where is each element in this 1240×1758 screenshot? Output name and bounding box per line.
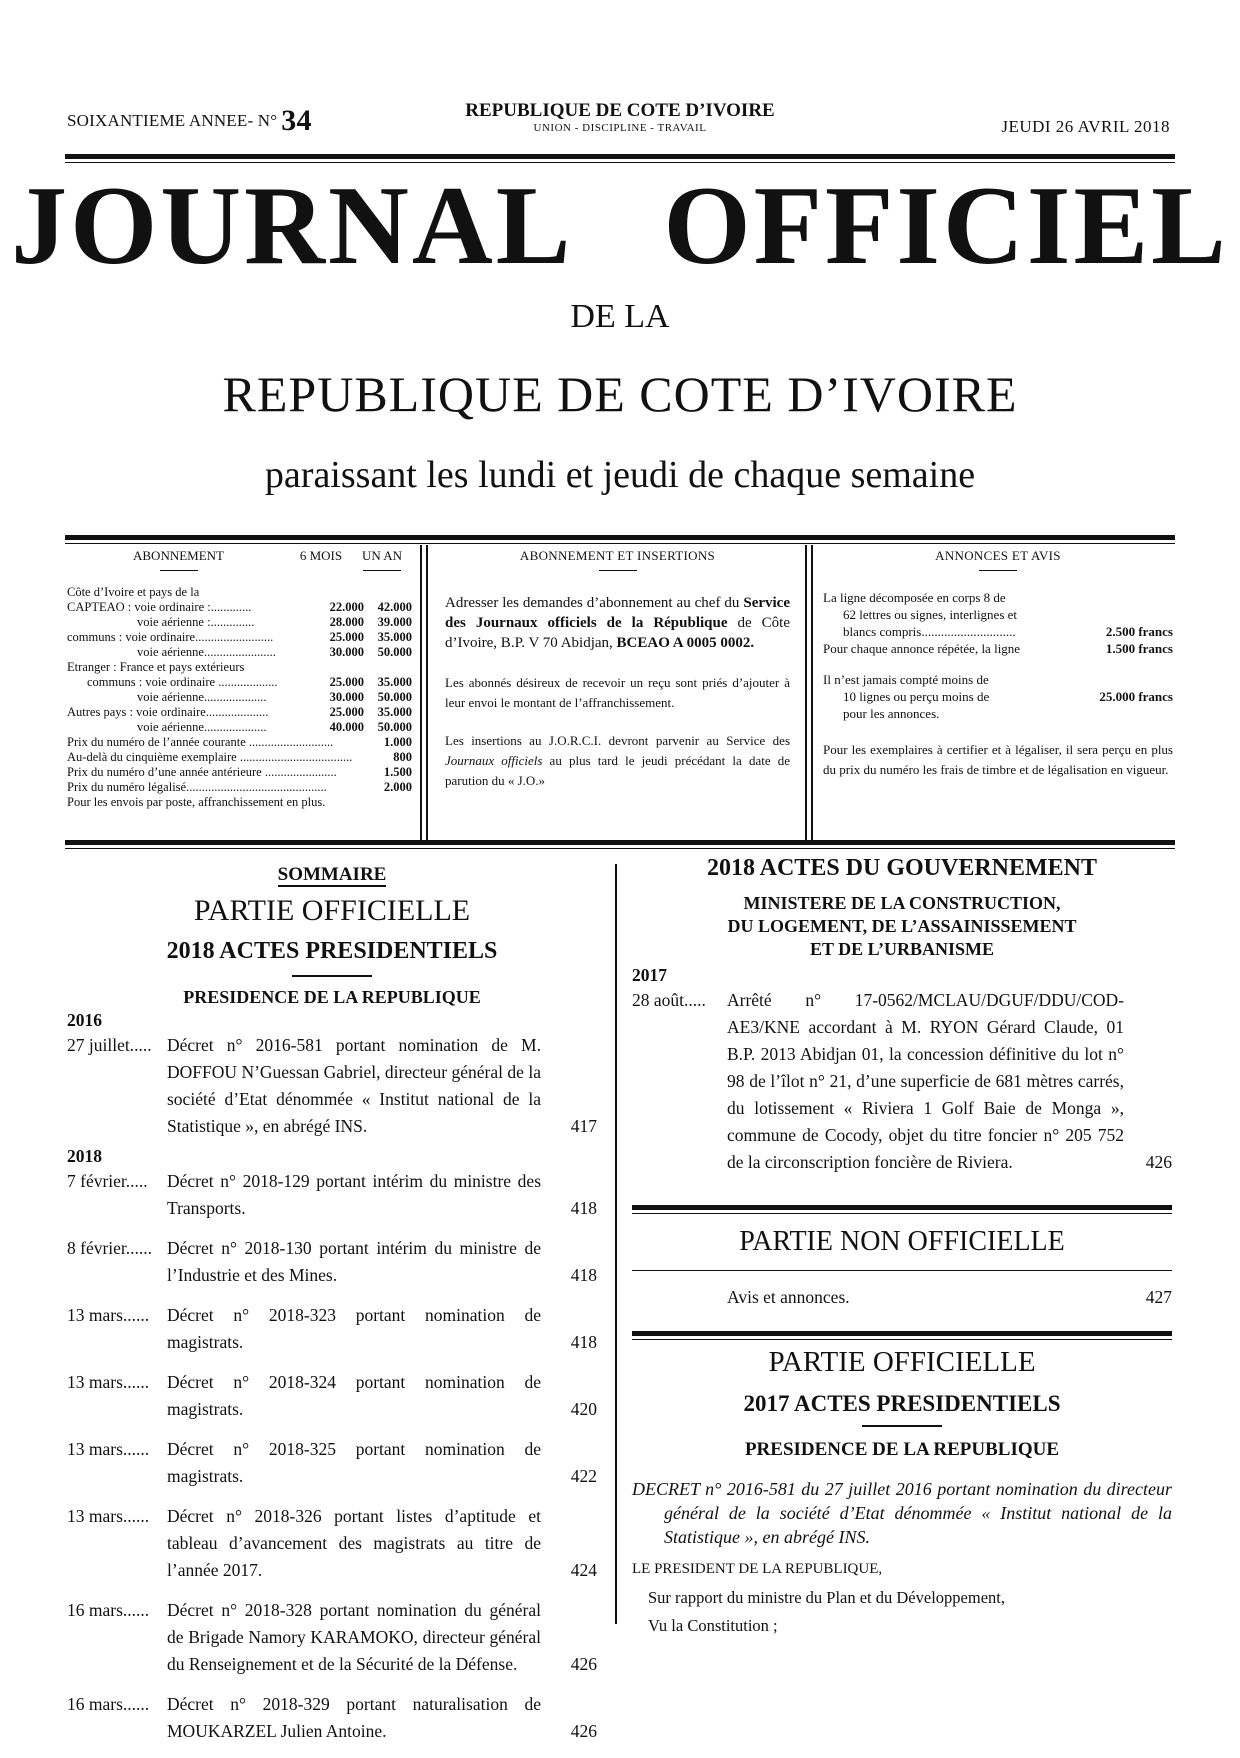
insertions-deadline <box>445 731 790 791</box>
insertions-receipt-note: Les abonnés désireux de recevoir un reçu sont priés d’ajouter à leur envoi le montant de l’affranchissement. <box>445 675 790 710</box>
non-officielle-title: PARTIE NON OFFICIELLE <box>739 1226 1065 1257</box>
sommaire-year-2018: 2018 <box>67 1146 102 1166</box>
rate-row <box>67 600 412 615</box>
annonces-title-rule <box>979 570 1017 571</box>
officielle2-actes-rule <box>862 1425 942 1427</box>
rapport-line: Sur rapport du ministre du Plan et du Développement, <box>648 1588 1005 1607</box>
box-separator-2b <box>811 545 813 840</box>
price-value: 800 <box>393 750 412 764</box>
issue-number: 34 <box>281 104 312 137</box>
rate-row <box>67 675 412 690</box>
ministere-block <box>632 892 1172 961</box>
rate-row <box>67 615 412 630</box>
abonnement-title-rule <box>160 570 198 571</box>
col-un-an-rule <box>363 570 401 571</box>
header-country-block <box>420 100 820 134</box>
rate-label: voie aérienne....................... <box>137 645 276 659</box>
rate-un-an: 35.000 <box>377 705 412 719</box>
box-separator-2 <box>805 545 807 840</box>
officielle2-partie: PARTIE OFFICIELLE <box>768 1346 1036 1378</box>
price-label: Au-delà du cinquième exemplaire .................................... <box>67 750 353 764</box>
rate-label: communs : voie ordinaire ................... <box>87 675 278 689</box>
non-officielle-rule-top-thin <box>632 1213 1172 1214</box>
officielle2-rule-top <box>632 1331 1172 1336</box>
price-row <box>67 750 412 765</box>
entry-text: Décret n° 2018-129 portant intérim du ministre des Transports. <box>167 1171 541 1218</box>
entry-text: Décret n° 2016-581 portant nomination de M. DOFFOU N’Guessan Gabriel, directeur général de la société d’Etat dénommée « Institut national de la Statistique », en abrégé INS. <box>167 1035 541 1136</box>
entry-page: 422 <box>570 1466 597 1486</box>
issue-line <box>67 104 312 138</box>
entry-date: 16 mars...... <box>67 1600 150 1620</box>
entry-page: 426 <box>570 1654 597 1674</box>
annonces-line-5: Il n’est jamais compté moins de <box>823 672 989 687</box>
president-line: LE PRESIDENT DE LA REPUBLIQUE, <box>632 1561 883 1577</box>
sommaire-entry <box>67 1436 597 1490</box>
sommaire-entry <box>67 1503 597 1584</box>
insertions-address-d: BCEAO A 0005 0002. <box>616 635 755 651</box>
masthead-rule-top-thin <box>65 162 1175 163</box>
sommaire-year-2016: 2016 <box>67 1010 102 1030</box>
masthead-word-journal: JOURNAL <box>11 164 574 288</box>
column-divider <box>615 864 617 1624</box>
sommaire-title <box>67 864 597 886</box>
masthead-title <box>0 164 1240 288</box>
abonnement-prices <box>67 735 412 795</box>
ministere-line-1: MINISTERE DE LA CONSTRUCTION, <box>743 893 1061 913</box>
boxes-rule-bottom <box>65 840 1175 845</box>
rate-6-mois: 30.000 <box>329 645 364 659</box>
insertions-deadline-c: au plus tard le jeudi précédant la date de parution du « J.O.» <box>445 753 790 788</box>
abonnement-note: Pour les envois par poste, affranchissement en plus. <box>67 795 326 809</box>
rate-un-an: 35.000 <box>377 675 412 689</box>
sommaire-entry <box>67 1168 597 1222</box>
non-officielle-rule-top <box>632 1205 1172 1210</box>
header-motto: UNION - DISCIPLINE - TRAVAIL <box>533 122 707 134</box>
entry-page: 420 <box>570 1399 597 1419</box>
annonces-title: ANNONCES ET AVIS <box>935 548 1061 563</box>
sommaire-entry <box>67 1235 597 1289</box>
sommaire-title-text: SOMMAIRE <box>277 864 387 885</box>
entry-date: 13 mars...... <box>67 1439 150 1459</box>
sommaire-entry <box>67 1691 597 1745</box>
rate-un-an: 35.000 <box>377 630 412 644</box>
gouvernement-year: 2017 <box>632 965 667 985</box>
boxes-rule-bottom-thin <box>65 848 1175 849</box>
sommaire-entry <box>67 1032 597 1140</box>
rate-6-mois: 40.000 <box>329 720 364 734</box>
rate-label: Etranger : France et pays extérieurs <box>67 660 245 674</box>
insertions-deadline-b: Journaux officiels <box>445 753 543 768</box>
rate-row <box>67 645 412 660</box>
entry-page: 424 <box>570 1560 597 1580</box>
box-separator-1 <box>420 545 422 840</box>
price-value: 2.000 <box>383 780 412 794</box>
insertions-address-a: Adresser les demandes d’abonnement au chef du <box>445 595 740 611</box>
insertions-title: ABONNEMENT ET INSERTIONS <box>519 548 716 563</box>
entry-page: 418 <box>570 1198 597 1218</box>
entry-date: 16 mars...... <box>67 1694 150 1714</box>
right-column <box>632 855 1172 1176</box>
sommaire-entry <box>67 1597 597 1678</box>
rate-un-an: 39.000 <box>377 615 412 629</box>
issue-date: JEUDI 26 AVRIL 2018 <box>1001 117 1170 136</box>
annonces-price-repetee: 1.500 francs <box>1105 641 1173 656</box>
entry-date: 27 juillet..... <box>67 1035 152 1055</box>
annonces-line-1: La ligne décomposée en corps 8 de <box>823 590 1006 605</box>
rate-row <box>67 690 412 705</box>
rate-un-an <box>364 660 412 675</box>
abonnement-title: ABONNEMENT <box>133 548 224 563</box>
officielle2-section <box>632 1346 1172 1636</box>
annonces-line-2: 62 lettres ou signes, interlignes et <box>843 607 1018 622</box>
annonces-line-7: pour les annonces. <box>843 706 940 721</box>
sommaire-presidence: PRESIDENCE DE LA REPUBLIQUE <box>183 987 481 1007</box>
boxes-rule-top <box>65 535 1175 540</box>
decret-title: DECRET n° 2016-581 du 27 juillet 2016 portant nomination du directeur général de la société d’Etat dénommée « Institut national de la Statistique », en abrégé INS. <box>632 1479 1172 1547</box>
annonces-box <box>823 548 1173 830</box>
annonces-line-6: 10 lignes ou perçu moins de <box>843 689 990 704</box>
rate-6-mois: 25.000 <box>329 630 364 644</box>
officielle2-rule-top-thin <box>632 1339 1172 1340</box>
entry-date: 13 mars...... <box>67 1372 150 1392</box>
entry-text: Décret n° 2018-130 portant intérim du ministre de l’Industrie et des Mines. <box>167 1238 541 1285</box>
entry-date: 13 mars...... <box>67 1305 150 1325</box>
rate-row <box>67 630 412 645</box>
insertions-box <box>445 548 790 830</box>
rate-un-an: 42.000 <box>377 600 412 614</box>
box-separator-1b <box>426 545 428 840</box>
entry-page: 426 <box>570 1721 597 1741</box>
price-value: 1.500 <box>383 765 412 779</box>
insertions-address <box>445 593 790 653</box>
entry-text: Décret n° 2018-325 portant nomination de magistrats. <box>167 1439 541 1486</box>
masthead-republic: REPUBLIQUE DE COTE D’IVOIRE <box>222 366 1018 422</box>
annonces-legalisation: Pour les exemplaires à certifier et à légaliser, il sera perçu en plus du prix du numéro les frais de timbre et de légalisation en vigueur. <box>823 742 1173 777</box>
entry-page: 417 <box>570 1116 597 1136</box>
officielle2-presidence: PRESIDENCE DE LA REPUBLIQUE <box>744 1439 1060 1460</box>
ministere-line-3: ET DE L’URBANISME <box>809 939 995 959</box>
rate-un-an: 50.000 <box>377 690 412 704</box>
officielle2-actes: 2017 ACTES PRESIDENTIELS <box>743 1391 1061 1416</box>
sommaire-entry <box>67 1302 597 1356</box>
rate-label: voie aérienne.................... <box>137 720 267 734</box>
annonces-rates <box>823 589 1173 780</box>
entry-page: 418 <box>570 1332 597 1352</box>
sommaire-partie: PARTIE OFFICIELLE <box>193 894 471 927</box>
masthead-de-la: DE LA <box>570 298 670 335</box>
price-row <box>67 735 412 750</box>
sommaire-entry-group-2018 <box>67 1168 597 1745</box>
entry-date: 8 février...... <box>67 1238 153 1258</box>
rate-6-mois: 25.000 <box>329 705 364 719</box>
insertions-deadline-a: Les insertions au J.O.R.C.I. devront parvenir au Service des <box>445 733 790 748</box>
abonnement-intro: Côte d’Ivoire et pays de la <box>67 585 200 599</box>
entry-date: 13 mars...... <box>67 1506 150 1526</box>
price-label: Prix du numéro de l’année courante ........................... <box>67 735 334 749</box>
rate-label: voie aérienne.................... <box>137 690 267 704</box>
annonces-price-ligne: 2.500 francs <box>1105 624 1173 639</box>
abonnement-header <box>67 548 412 571</box>
masthead-rule-top <box>65 154 1175 159</box>
entry-page: 418 <box>570 1265 597 1285</box>
rate-label: CAPTEAO : voie ordinaire :............. <box>67 600 252 614</box>
entry-text: Décret n° 2018-326 portant listes d’aptitude et tableau d’avancement des magistrats au titre de l’année 2017. <box>167 1506 541 1580</box>
entry-text: Décret n° 2018-323 portant nomination de magistrats. <box>167 1305 541 1352</box>
rate-6-mois: 22.000 <box>329 600 364 614</box>
entry-page: 426 <box>1145 1152 1172 1172</box>
ministere-line-2: DU LOGEMENT, DE L’ASSAINISSEMENT <box>727 916 1077 936</box>
avis-annonces-page: 427 <box>1145 1287 1172 1307</box>
publication-frequency: paraissant les lundi et jeudi de chaque semaine <box>264 454 976 496</box>
rate-row <box>67 660 412 675</box>
insertions-address-b: Service des Journaux officiels de la République <box>445 595 790 631</box>
sommaire-actes: 2018 ACTES PRESIDENTIELS <box>166 938 498 964</box>
rate-un-an: 50.000 <box>377 720 412 734</box>
constitution-line: Vu la Constitution ; <box>648 1616 778 1635</box>
annonces-line-3: blancs compris............................. <box>843 624 1016 639</box>
avis-annonces-label: Avis et annonces. <box>727 1287 850 1307</box>
price-label: Prix du numéro d’une année antérieure ....................... <box>67 765 337 779</box>
sommaire-entry <box>67 1369 597 1423</box>
non-officielle-entry <box>727 1284 1172 1311</box>
price-value: 1.000 <box>383 735 412 749</box>
col-6-mois: 6 MOIS <box>299 548 343 563</box>
sommaire-column <box>67 864 597 1758</box>
entry-date: 7 février..... <box>67 1171 148 1191</box>
rate-label: voie aérienne :.............. <box>137 615 255 629</box>
abonnement-box <box>67 548 412 830</box>
rate-label: Autres pays : voie ordinaire.................... <box>67 705 269 719</box>
insertions-address-c: de Côte d’Ivoire, B.P. V 70 Abidjan, <box>445 615 790 651</box>
rate-label: communs : voie ordinaire......................... <box>67 630 274 644</box>
masthead-word-officiel: OFFICIEL <box>663 164 1229 288</box>
entry-text: Arrêté n° 17-0562/MCLAU/DGUF/DDU/COD-AE3/KNE accordant à M. RYON Gérard Claude, 01 B.P. 2013 Abidjan 01, la concession définitive du lot n° 98 de l’îlot n° 21, d’une superficie de 681 mètres carrés, du lotissement « Riviera 1 Golf Baie de Monga », commune de Cocody, objet du titre foncier n° 205 752 de la circonscription foncière de Riviera. <box>727 990 1124 1172</box>
price-row <box>67 780 412 795</box>
insertions-title-rule <box>599 570 637 571</box>
rate-row <box>67 720 412 735</box>
annonces-line-4: Pour chaque annonce répétée, la ligne <box>823 641 1021 656</box>
abonnement-rates <box>67 600 412 735</box>
boxes-rule-top-thin <box>65 543 1175 544</box>
year-label: SOIXANTIEME ANNEE- N° <box>67 111 278 130</box>
annonces-price-min: 25.000 francs <box>1099 689 1173 704</box>
entry-text: Décret n° 2018-329 portant naturalisation de MOUKARZEL Julien Antoine. <box>167 1694 541 1741</box>
gouvernement-entry <box>632 987 1172 1176</box>
rate-6-mois <box>316 660 364 675</box>
sommaire-actes-rule <box>292 975 372 977</box>
entry-text: Décret n° 2018-324 portant nomination de magistrats. <box>167 1372 541 1419</box>
rate-row <box>67 705 412 720</box>
price-label: Prix du numéro légalisé............................................. <box>67 780 327 794</box>
col-un-an: UN AN <box>361 548 403 563</box>
non-officielle-rule-mid <box>632 1270 1172 1271</box>
rate-6-mois: 28.000 <box>329 615 364 629</box>
gouvernement-title: 2018 ACTES DU GOUVERNEMENT <box>706 855 1098 881</box>
header-country: REPUBLIQUE DE COTE D’IVOIRE <box>465 100 775 121</box>
entry-date: 28 août..... <box>632 990 706 1010</box>
entry-text: Décret n° 2018-328 portant nomination du général de Brigade Namory KARAMOKO, directeur général du Renseignement et de la Sécurité de la Défense. <box>167 1600 541 1674</box>
sommaire-entry-group-2016 <box>67 1032 597 1140</box>
rate-6-mois: 30.000 <box>329 690 364 704</box>
price-row <box>67 765 412 780</box>
rate-6-mois: 25.000 <box>329 675 364 689</box>
rate-un-an: 50.000 <box>377 645 412 659</box>
